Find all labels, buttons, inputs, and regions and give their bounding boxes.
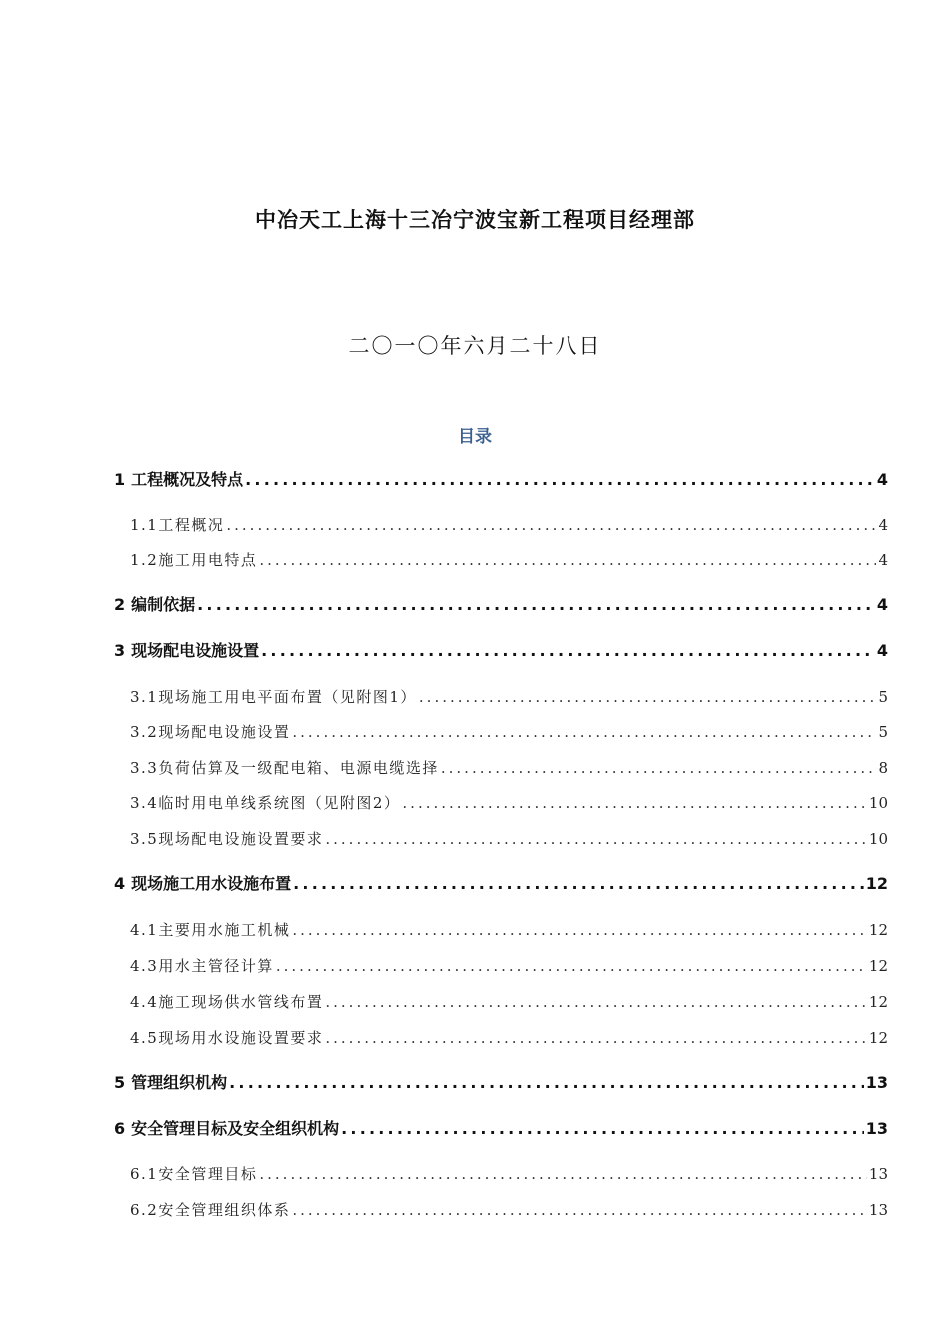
toc-entry-page: 12	[868, 957, 888, 975]
toc-entry-number: 6.1	[130, 1165, 159, 1183]
toc-leader-dots	[259, 548, 876, 572]
toc-entry[interactable]	[114, 468, 888, 492]
toc-entry[interactable]	[114, 1117, 888, 1141]
toc-leader-dots	[226, 513, 876, 537]
toc-entry-number: 6.2	[130, 1201, 159, 1219]
toc-entry[interactable]	[130, 513, 888, 537]
toc-entry-label: 安全管理目标	[158, 1165, 258, 1183]
toc-entry-number: 3.3	[130, 759, 159, 777]
toc-entry-label: 现场施工用电平面布置（见附图1）	[158, 688, 417, 706]
toc-entry-label: 负荷估算及一级配电箱、电源电缆选择	[158, 759, 439, 777]
toc-entry-label: 现场配电设施设置	[131, 641, 260, 660]
toc-entry[interactable]	[130, 756, 888, 780]
toc-entry-label: 现场配电设施设置要求	[158, 830, 324, 848]
toc-entry-number: 3.2	[130, 723, 159, 741]
toc-entry[interactable]	[130, 918, 888, 942]
toc-entry-label: 管理组织机构	[131, 1073, 228, 1092]
toc-entry-page: 13	[868, 1165, 888, 1183]
toc-entry-page: 13	[865, 1073, 888, 1092]
toc-entry-label: 施工现场供水管线布置	[158, 993, 324, 1011]
toc-entry-label: 工程概况	[158, 516, 225, 534]
toc-entry[interactable]	[114, 593, 888, 617]
toc-entry[interactable]	[130, 548, 888, 572]
toc-entry-label: 临时用电单线系统图（见附图2）	[158, 794, 401, 812]
toc-leader-dots	[229, 1071, 864, 1095]
document-date: 二〇一〇年六月二十八日	[348, 334, 602, 358]
toc-entry-page: 12	[868, 1029, 888, 1047]
toc-entry[interactable]	[114, 872, 888, 896]
toc-leader-dots	[261, 639, 875, 663]
toc-entry[interactable]	[130, 1198, 888, 1222]
toc-entry-number: 3.1	[130, 688, 159, 706]
toc-entry[interactable]	[130, 827, 888, 851]
toc-entry-page: 13	[865, 1119, 888, 1138]
toc-entry[interactable]	[130, 954, 888, 978]
toc-entry-number: 4.4	[130, 993, 159, 1011]
toc-entry-label: 安全管理目标及安全组织机构	[131, 1119, 340, 1138]
toc-entry-page: 12	[868, 993, 888, 1011]
toc-leader-dots	[292, 1198, 867, 1222]
toc-leader-dots	[325, 1026, 867, 1050]
toc-entry-label: 现场用水设施设置要求	[158, 1029, 324, 1047]
toc-leader-dots	[276, 954, 867, 978]
toc-entry-number: 4.1	[130, 921, 159, 939]
toc-entry-label: 施工用电特点	[158, 551, 258, 569]
toc-entry-number: 3.4	[130, 794, 159, 812]
toc-title: 目录	[458, 427, 492, 447]
toc-entry[interactable]	[130, 685, 888, 709]
toc-leader-dots	[293, 872, 864, 896]
toc-entry-label: 现场施工用水设施布置	[131, 874, 292, 893]
toc-leader-dots	[292, 720, 876, 744]
toc-leader-dots	[197, 593, 875, 617]
toc-entry[interactable]	[130, 1026, 888, 1050]
toc-entry-page: 4	[876, 470, 888, 489]
toc-entry-number: 1	[114, 470, 126, 489]
toc-entry-page: 13	[868, 1201, 888, 1219]
toc-entry-page: 5	[878, 688, 888, 706]
toc-leader-dots	[341, 1117, 864, 1141]
toc-entry-number: 1.1	[130, 516, 159, 534]
toc-entry-page: 10	[868, 830, 888, 848]
toc-leader-dots	[419, 685, 877, 709]
organization-name: 中冶天工上海十三冶宁波宝新工程项目经理部	[255, 208, 695, 232]
toc-leader-dots	[292, 918, 867, 942]
toc-entry-page: 12	[865, 874, 888, 893]
toc-entry-number: 1.2	[130, 551, 159, 569]
toc-leader-dots	[441, 756, 877, 780]
toc-entry-label: 主要用水施工机械	[158, 921, 291, 939]
toc-entry[interactable]	[130, 791, 888, 815]
toc-leader-dots	[325, 827, 867, 851]
toc-entry-page: 10	[868, 794, 888, 812]
toc-entry[interactable]	[130, 720, 888, 744]
toc-entry-label: 工程概况及特点	[131, 470, 244, 489]
toc-entry-page: 4	[878, 516, 888, 534]
toc-entry-page: 4	[876, 641, 888, 660]
toc-entry-number: 3	[114, 641, 126, 660]
toc-leader-dots	[259, 1162, 867, 1186]
toc-entry-label: 用水主管径计算	[158, 957, 274, 975]
toc-entry-number: 5	[114, 1073, 126, 1092]
toc-entry-number: 6	[114, 1119, 126, 1138]
toc-entry[interactable]	[114, 1071, 888, 1095]
toc-leader-dots	[402, 791, 867, 815]
toc-entry-page: 4	[878, 551, 888, 569]
toc-entry-page: 5	[878, 723, 888, 741]
toc-entry-page: 4	[876, 595, 888, 614]
toc-leader-dots	[245, 468, 875, 492]
toc-entry[interactable]	[114, 639, 888, 663]
toc-entry-number: 4	[114, 874, 126, 893]
toc-entry-page: 8	[878, 759, 888, 777]
toc-entry-number: 3.5	[130, 830, 159, 848]
toc-entry-number: 2	[114, 595, 126, 614]
toc-entry-number: 4.3	[130, 957, 159, 975]
toc-entry[interactable]	[130, 1162, 888, 1186]
toc-entry-label: 现场配电设施设置	[158, 723, 291, 741]
toc-entry-number: 4.5	[130, 1029, 159, 1047]
toc-entry-label: 安全管理组织体系	[158, 1201, 291, 1219]
toc-leader-dots	[325, 990, 867, 1014]
toc-entry-page: 12	[868, 921, 888, 939]
toc-entry[interactable]	[130, 990, 888, 1014]
toc-entry-label: 编制依据	[131, 595, 196, 614]
